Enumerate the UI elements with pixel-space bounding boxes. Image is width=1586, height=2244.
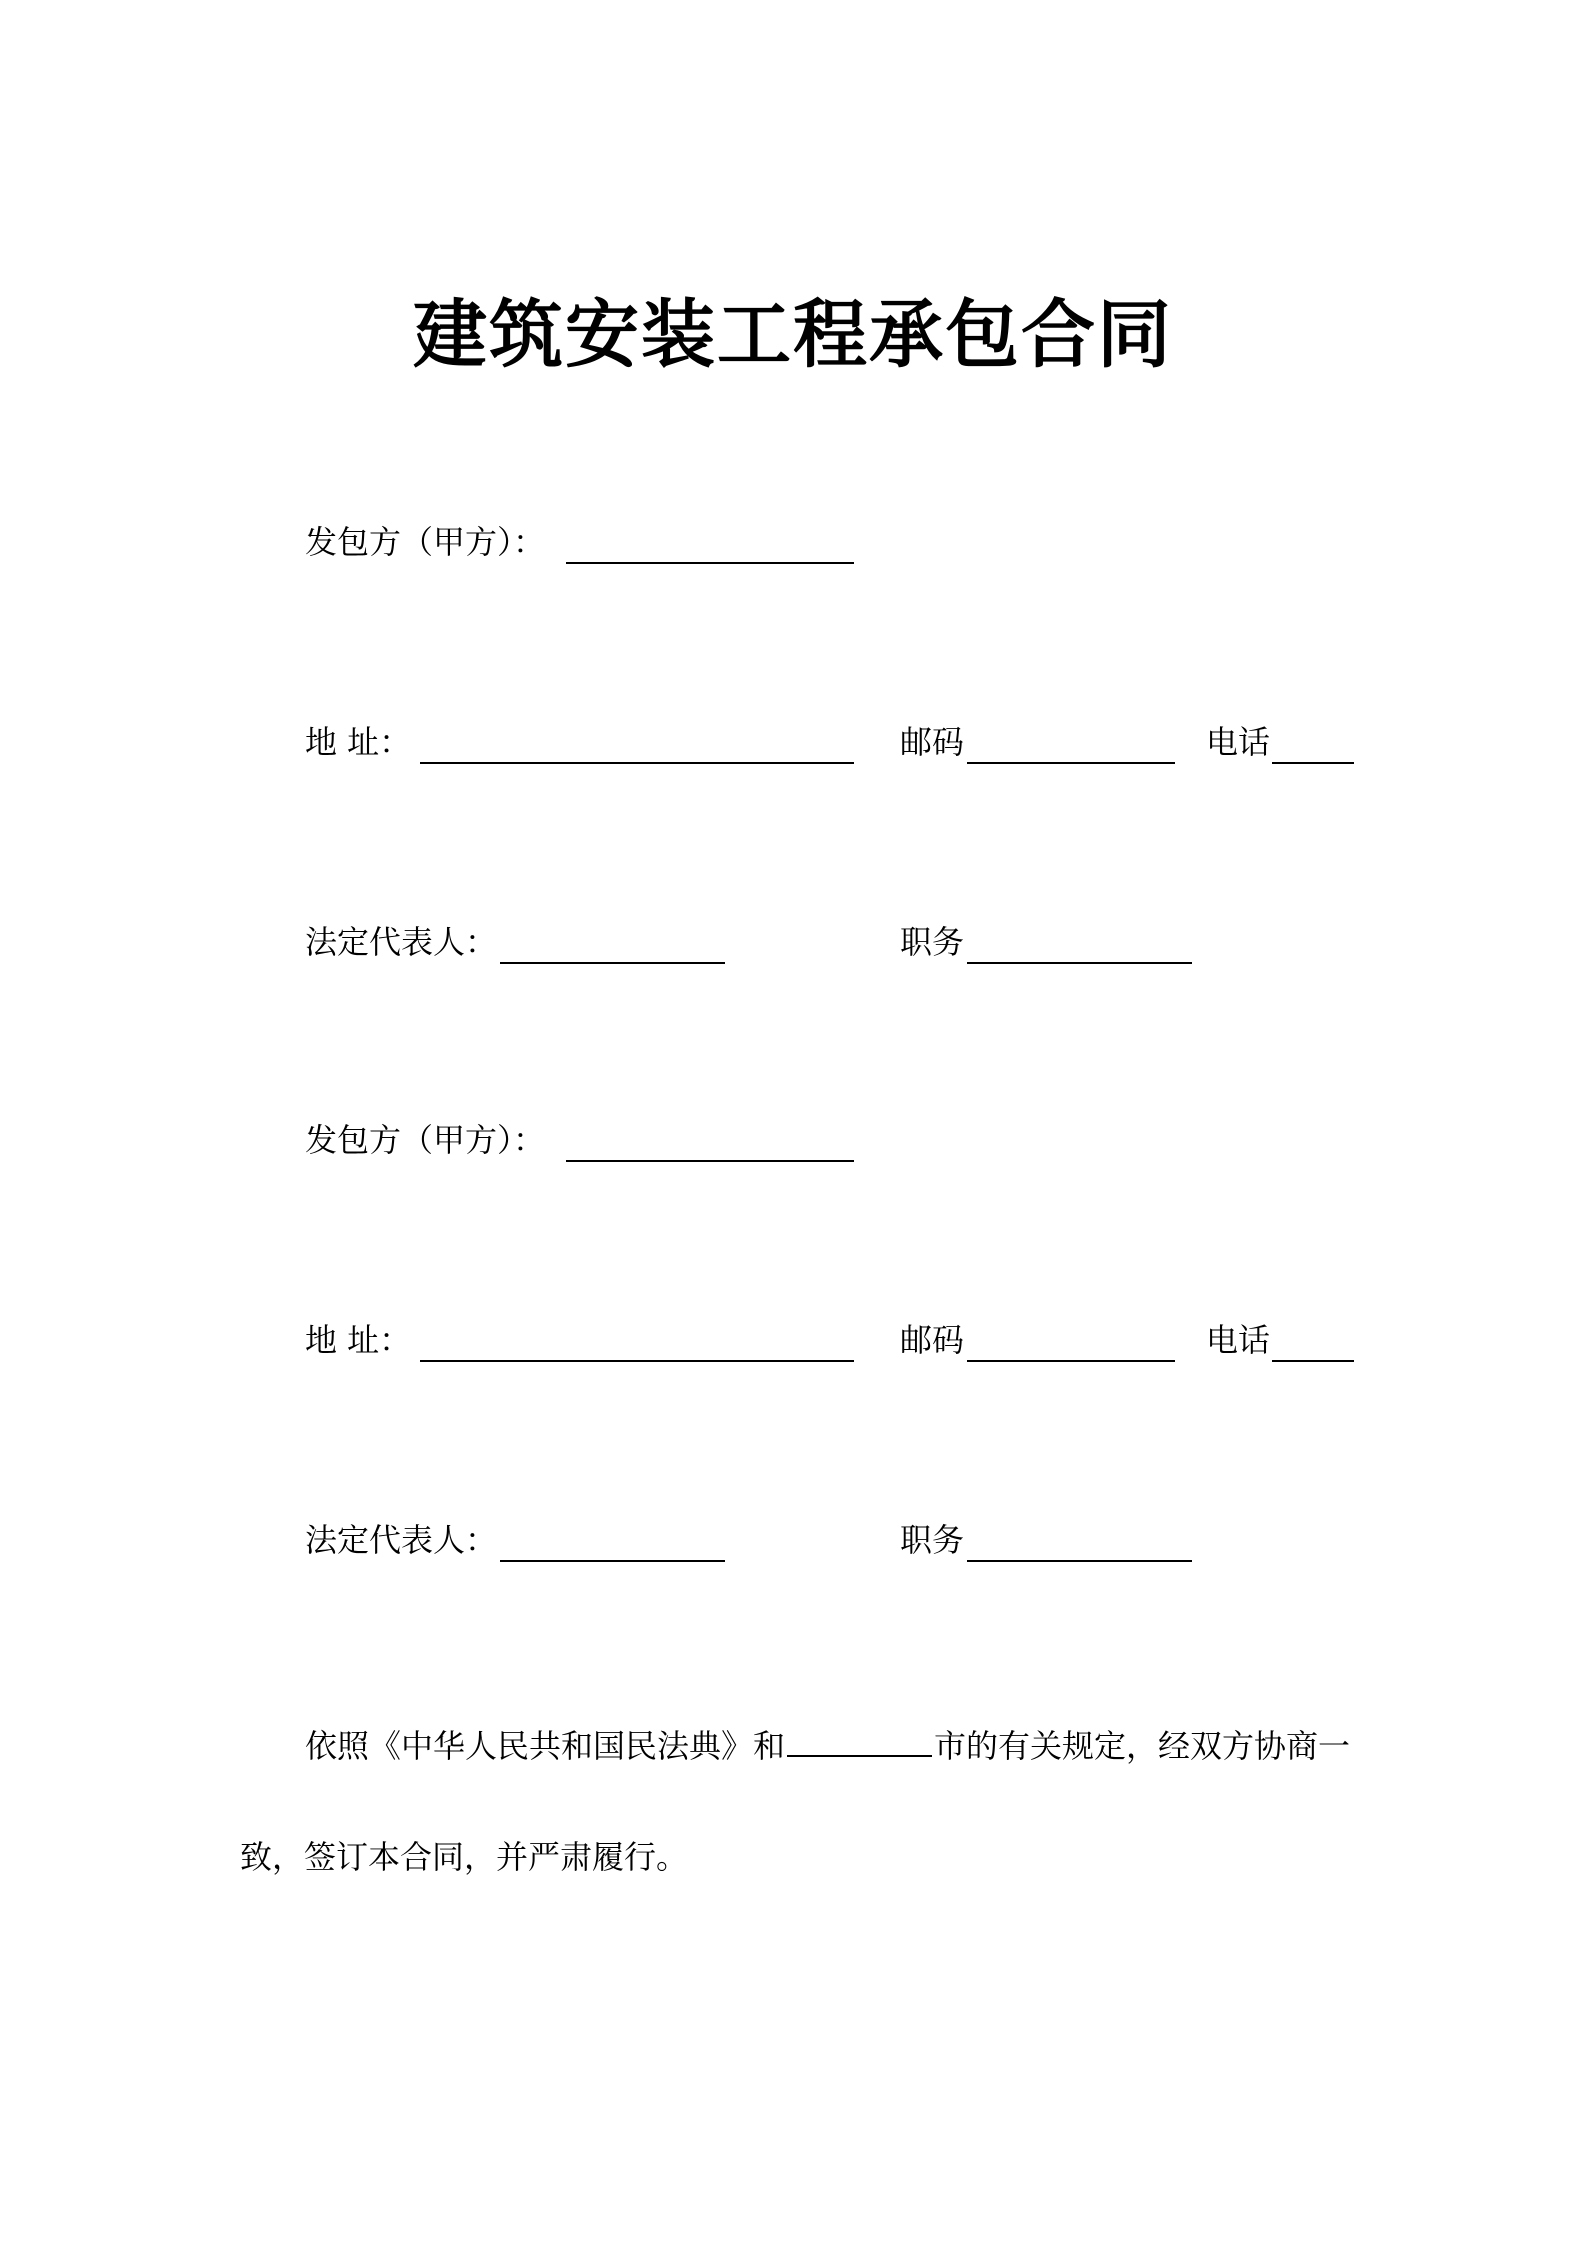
preamble-text-3: 致，签订本合同，并严肃履行。 <box>240 1838 689 1876</box>
party-b-label: 发包方（甲方）： <box>305 1121 546 1159</box>
address-row-2 <box>0 1320 1586 1360</box>
party-a-input[interactable] <box>566 562 854 564</box>
postcode-input[interactable] <box>967 762 1175 764</box>
address-row <box>0 722 1586 762</box>
phone-input-2[interactable] <box>1272 1360 1354 1362</box>
preamble-line-1 <box>305 1725 1350 1766</box>
party-b-row <box>0 1120 1586 1160</box>
address-input[interactable] <box>420 762 854 764</box>
legal-rep-label: 法定代表人： <box>305 923 498 961</box>
document-title: 建筑安装工程承包合同 <box>413 292 1173 378</box>
position-input-2[interactable] <box>967 1560 1192 1562</box>
city-input[interactable] <box>787 1725 932 1757</box>
party-a-label: 发包方（甲方）： <box>305 523 546 561</box>
legal-rep-input-2[interactable] <box>500 1560 725 1562</box>
legal-rep-input[interactable] <box>500 962 725 964</box>
position-input[interactable] <box>967 962 1192 964</box>
position-label: 职务 <box>900 923 965 961</box>
party-b-input[interactable] <box>566 1160 854 1162</box>
postcode-input-2[interactable] <box>967 1360 1175 1362</box>
phone-label: 电话 <box>1206 723 1271 761</box>
legal-rep-row <box>0 922 1586 962</box>
phone-input[interactable] <box>1272 762 1354 764</box>
postcode-label-2: 邮码 <box>900 1321 965 1359</box>
address-label: 地 址： <box>305 723 412 761</box>
legal-rep-label-2: 法定代表人： <box>305 1521 498 1559</box>
preamble-line-2 <box>240 1837 688 1877</box>
position-label-2: 职务 <box>900 1521 965 1559</box>
phone-label-2: 电话 <box>1206 1321 1271 1359</box>
address-input-2[interactable] <box>420 1360 854 1362</box>
preamble-text-2: 市的有关规定，经双方协商一 <box>934 1727 1351 1765</box>
preamble-text-1: 依照《中华人民共和国民法典》和 <box>305 1727 786 1765</box>
legal-rep-row-2 <box>0 1520 1586 1560</box>
postcode-label: 邮码 <box>900 723 965 761</box>
address-label-2: 地 址： <box>305 1321 412 1359</box>
party-a-row <box>0 522 1586 562</box>
